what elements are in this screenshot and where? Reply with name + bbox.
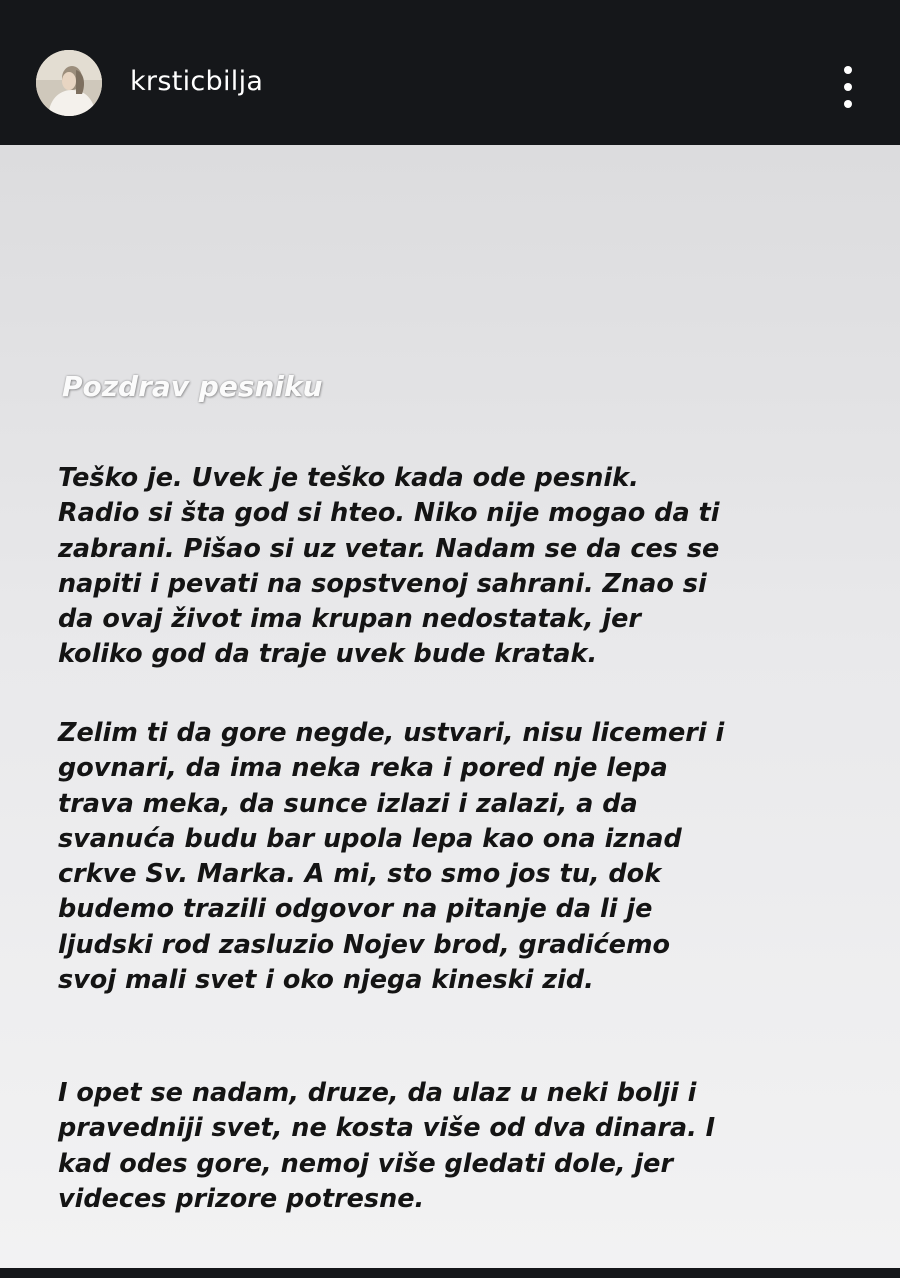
text-line: zabrani. Pišao si uz vetar. Nadam se da ces se	[58, 533, 720, 564]
text-line: pravedniji svet, ne kosta više od dva dinara. I	[58, 1113, 716, 1144]
text-line: trava meka, da sunce izlazi i zalazi, a da	[58, 788, 638, 819]
username[interactable]: krsticbilja	[130, 66, 264, 97]
menu-dot	[844, 66, 852, 74]
text-line: da ovaj život ima krupan nedostatak, jer	[58, 604, 642, 635]
text-line: napiti i pevati na sopstvenoj sahrani. Znao si	[58, 568, 707, 599]
story-title: Pozdrav pesniku	[62, 370, 323, 403]
text-line: svoj mali svet i oko njega kineski zid.	[58, 965, 594, 996]
story-footer	[0, 1268, 900, 1278]
story-paragraph	[58, 716, 878, 998]
text-line: Zelim ti da gore negde, ustvari, nisu licemeri i	[58, 718, 725, 748]
avatar[interactable]	[36, 50, 102, 116]
text-line: Radio si šta god si hteo. Niko nije mogao da ti	[58, 498, 720, 529]
text-line: I opet se nadam, druze, da ulaz u neki bolji i	[58, 1078, 697, 1108]
story-content[interactable]	[0, 145, 900, 1268]
menu-dot	[844, 100, 852, 108]
menu-dot	[844, 83, 852, 91]
story-paragraph	[58, 461, 878, 673]
more-options-icon[interactable]	[830, 64, 866, 110]
text-line: crkve Sv. Marka. A mi, sto smo jos tu, dok	[58, 859, 662, 890]
text-line: videces prizore potresne.	[58, 1183, 425, 1214]
text-line: ljudski rod zasluzio Nojev brod, gradićemo	[58, 929, 671, 960]
profile-photo-icon	[36, 50, 102, 116]
story-header	[0, 0, 900, 145]
text-line: svanuća budu bar upola lepa kao ona iznad	[58, 823, 682, 854]
text-line: govnari, da ima neka reka i pored nje lepa	[58, 753, 668, 784]
story-paragraph	[58, 1076, 878, 1217]
text-line: kad odes gore, nemoj više gledati dole, jer	[58, 1148, 674, 1179]
text-line: koliko god da traje uvek bude kratak.	[58, 639, 598, 670]
text-line: Teško je. Uvek je teško kada ode pesnik.	[58, 463, 639, 493]
text-line: budemo trazili odgovor na pitanje da li je	[58, 894, 653, 925]
